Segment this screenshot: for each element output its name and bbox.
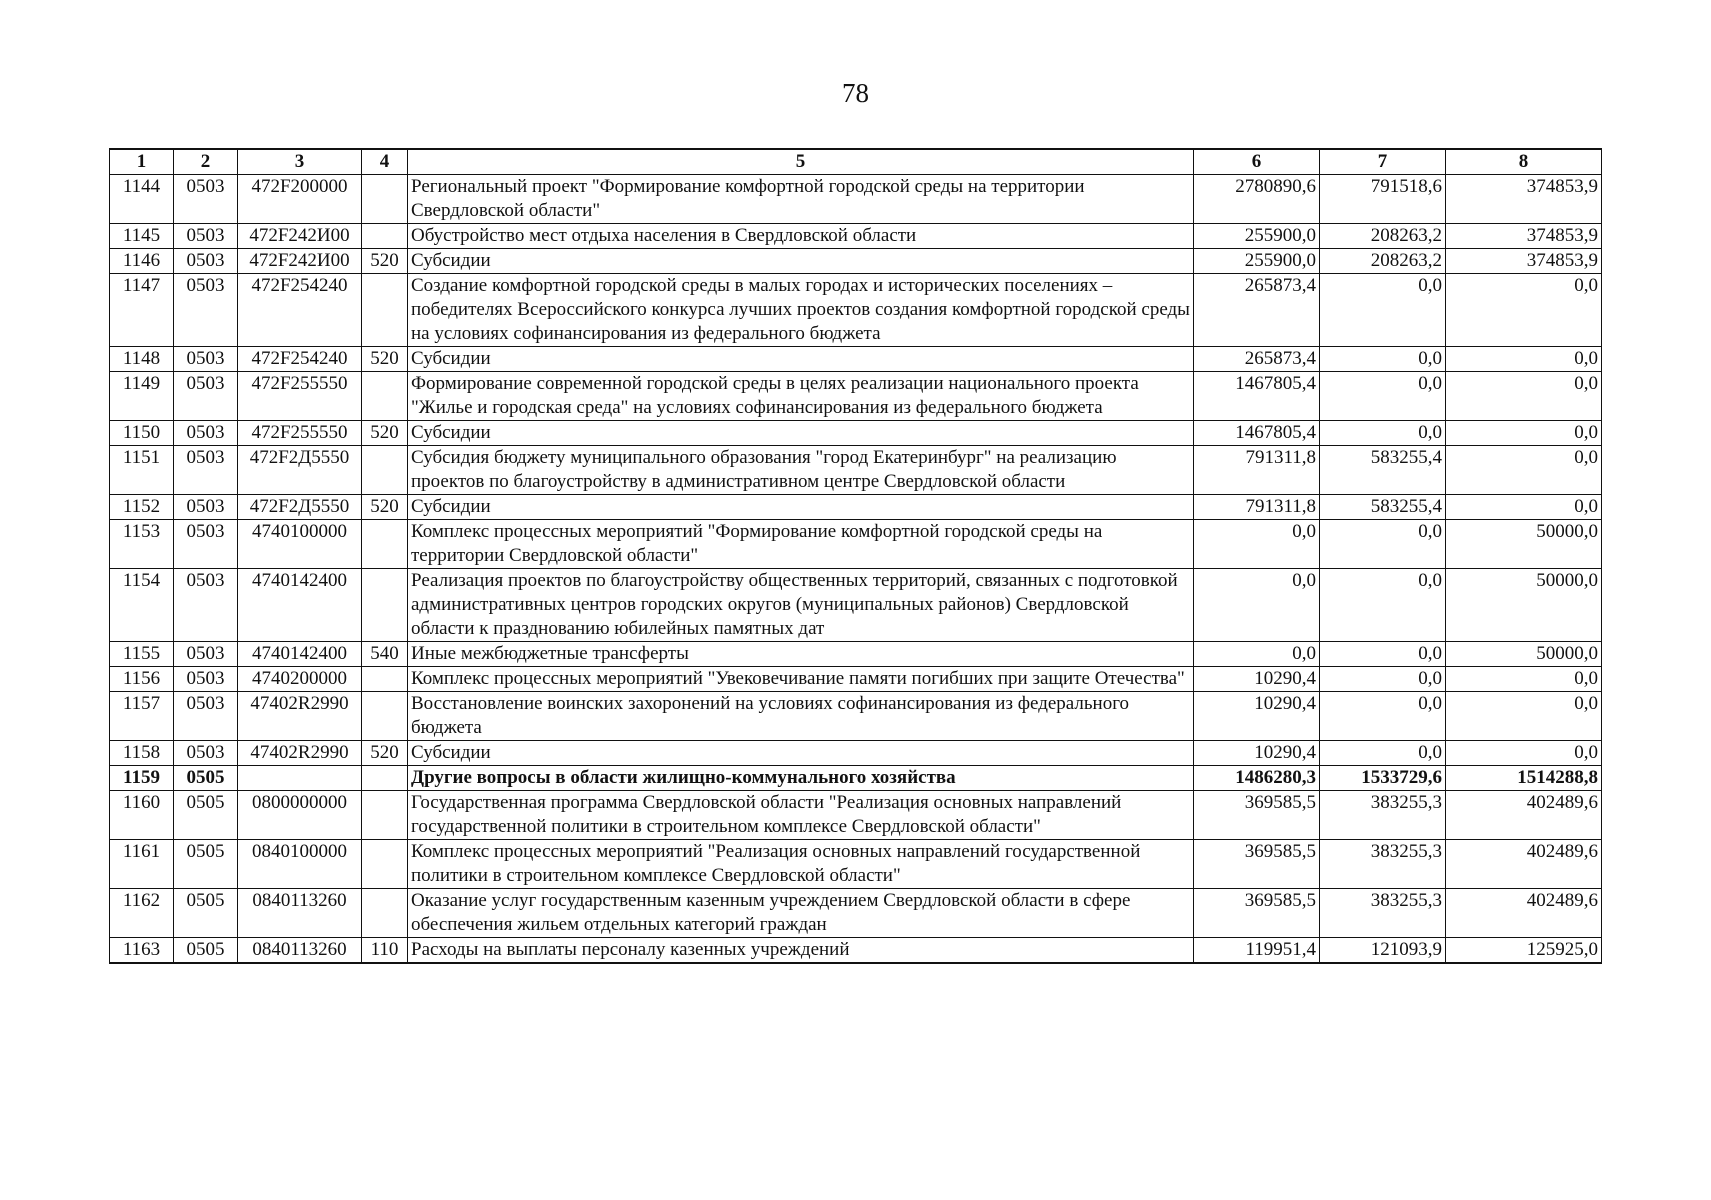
expense-type-code: 520: [362, 249, 408, 274]
table-row: [110, 889, 1602, 938]
section-code: 0503: [174, 741, 238, 766]
section-code: 0503: [174, 249, 238, 274]
target-article-code: 4740142400: [238, 642, 362, 667]
target-article-code: [238, 766, 362, 791]
target-article-code: 0840100000: [238, 840, 362, 889]
amount-col-7: 0,0: [1320, 520, 1446, 569]
row-number: 1163: [110, 938, 174, 964]
table-row: [110, 175, 1602, 224]
amount-col-6: 10290,4: [1194, 667, 1320, 692]
table-row: [110, 840, 1602, 889]
expense-type-code: [362, 766, 408, 791]
amount-col-8: 374853,9: [1446, 249, 1602, 274]
item-name: Комплекс процессных мероприятий "Увековечивание памяти погибших при защите Отечества": [408, 667, 1194, 692]
amount-col-7: 0,0: [1320, 642, 1446, 667]
expense-type-code: [362, 791, 408, 840]
item-name: Государственная программа Свердловской области "Реализация основных направлений государственной политики в строительном комплексе Свердловской области": [408, 791, 1194, 840]
amount-col-8: 0,0: [1446, 446, 1602, 495]
row-number: 1160: [110, 791, 174, 840]
row-number: 1158: [110, 741, 174, 766]
amount-col-6: 0,0: [1194, 520, 1320, 569]
expense-type-code: [362, 446, 408, 495]
item-name: Реализация проектов по благоустройству общественных территорий, связанных с подготовкой административных центров городских округов (муниципальных районов) Свердловской области к празднованию юбилейных памятных дат: [408, 569, 1194, 642]
target-article-code: 472F255550: [238, 372, 362, 421]
row-number: 1157: [110, 692, 174, 741]
header-col-5: 5: [408, 149, 1194, 175]
item-name: Субсидии: [408, 249, 1194, 274]
expense-type-code: [362, 569, 408, 642]
item-name: Субсидии: [408, 347, 1194, 372]
expense-type-code: 110: [362, 938, 408, 964]
amount-col-6: 255900,0: [1194, 249, 1320, 274]
target-article-code: 472F2Д5550: [238, 495, 362, 520]
section-code: 0503: [174, 495, 238, 520]
amount-col-8: 0,0: [1446, 741, 1602, 766]
amount-col-6: 265873,4: [1194, 347, 1320, 372]
amount-col-7: 121093,9: [1320, 938, 1446, 964]
target-article-code: 472F255550: [238, 421, 362, 446]
item-name: Другие вопросы в области жилищно-коммунального хозяйства: [408, 766, 1194, 791]
table-row: [110, 347, 1602, 372]
expense-type-code: [362, 692, 408, 741]
header-col-2: 2: [174, 149, 238, 175]
expense-type-code: [362, 889, 408, 938]
header-col-4: 4: [362, 149, 408, 175]
row-number: 1156: [110, 667, 174, 692]
amount-col-8: 402489,6: [1446, 840, 1602, 889]
row-number: 1155: [110, 642, 174, 667]
item-name: Комплекс процессных мероприятий "Реализация основных направлений государственной политики в строительном комплексе Свердловской области": [408, 840, 1194, 889]
amount-col-7: 0,0: [1320, 421, 1446, 446]
section-code: 0503: [174, 224, 238, 249]
amount-col-7: 1533729,6: [1320, 766, 1446, 791]
target-article-code: 4740142400: [238, 569, 362, 642]
section-code: 0503: [174, 446, 238, 495]
amount-col-6: 1467805,4: [1194, 421, 1320, 446]
amount-col-7: 0,0: [1320, 347, 1446, 372]
amount-col-8: 0,0: [1446, 347, 1602, 372]
item-name: Восстановление воинских захоронений на условиях софинансирования из федерального бюджета: [408, 692, 1194, 741]
target-article-code: 4740200000: [238, 667, 362, 692]
amount-col-6: 369585,5: [1194, 791, 1320, 840]
row-number: 1153: [110, 520, 174, 569]
table-row: [110, 938, 1602, 964]
amount-col-7: 383255,3: [1320, 791, 1446, 840]
row-number: 1148: [110, 347, 174, 372]
target-article-code: 472F242И00: [238, 249, 362, 274]
amount-col-6: 369585,5: [1194, 840, 1320, 889]
amount-col-8: 0,0: [1446, 274, 1602, 347]
section-code: 0503: [174, 667, 238, 692]
amount-col-6: 791311,8: [1194, 495, 1320, 520]
section-code: 0503: [174, 421, 238, 446]
item-name: Субсидии: [408, 741, 1194, 766]
table-row: [110, 569, 1602, 642]
target-article-code: 4740100000: [238, 520, 362, 569]
item-name: Создание комфортной городской среды в малых городах и исторических поселениях – победителях Всероссийского конкурса лучших проектов создания комфортной городской среды на условиях софинансирования из федерального бюджета: [408, 274, 1194, 347]
table-row: [110, 249, 1602, 274]
expense-type-code: [362, 520, 408, 569]
item-name: Расходы на выплаты персоналу казенных учреждений: [408, 938, 1194, 964]
row-number: 1145: [110, 224, 174, 249]
amount-col-8: 374853,9: [1446, 224, 1602, 249]
amount-col-6: 10290,4: [1194, 741, 1320, 766]
header-col-1: 1: [110, 149, 174, 175]
table-row: [110, 667, 1602, 692]
amount-col-8: 374853,9: [1446, 175, 1602, 224]
section-code: 0503: [174, 642, 238, 667]
table-row: [110, 741, 1602, 766]
amount-col-8: 50000,0: [1446, 520, 1602, 569]
amount-col-8: 50000,0: [1446, 642, 1602, 667]
table-row: [110, 642, 1602, 667]
target-article-code: 47402R2990: [238, 741, 362, 766]
expense-type-code: [362, 175, 408, 224]
table-row: [110, 224, 1602, 249]
target-article-code: 472F200000: [238, 175, 362, 224]
expense-type-code: 520: [362, 347, 408, 372]
table-row: [110, 421, 1602, 446]
amount-col-7: 791518,6: [1320, 175, 1446, 224]
target-article-code: 472F254240: [238, 347, 362, 372]
expense-type-code: [362, 840, 408, 889]
amount-col-6: 255900,0: [1194, 224, 1320, 249]
row-number: 1162: [110, 889, 174, 938]
amount-col-6: 119951,4: [1194, 938, 1320, 964]
row-number: 1152: [110, 495, 174, 520]
amount-col-7: 0,0: [1320, 667, 1446, 692]
row-number: 1149: [110, 372, 174, 421]
expense-type-code: [362, 224, 408, 249]
amount-col-7: 383255,3: [1320, 889, 1446, 938]
expense-type-code: [362, 372, 408, 421]
item-name: Формирование современной городской среды в целях реализации национального проекта "Жилье и городская среда" на условиях софинансирования из федерального бюджета: [408, 372, 1194, 421]
amount-col-8: 1514288,8: [1446, 766, 1602, 791]
section-code: 0503: [174, 372, 238, 421]
section-code: 0505: [174, 766, 238, 791]
header-row: [110, 149, 1602, 175]
item-name: Субсидии: [408, 495, 1194, 520]
amount-col-6: 369585,5: [1194, 889, 1320, 938]
table-row: [110, 692, 1602, 741]
target-article-code: 0840113260: [238, 938, 362, 964]
expense-type-code: 520: [362, 421, 408, 446]
amount-col-7: 0,0: [1320, 741, 1446, 766]
amount-col-8: 0,0: [1446, 692, 1602, 741]
amount-col-7: 208263,2: [1320, 249, 1446, 274]
row-number: 1154: [110, 569, 174, 642]
section-code: 0503: [174, 692, 238, 741]
item-name: Региональный проект "Формирование комфортной городской среды на территории Свердловской области": [408, 175, 1194, 224]
target-article-code: 472F2Д5550: [238, 446, 362, 495]
amount-col-8: 0,0: [1446, 372, 1602, 421]
expense-type-code: 520: [362, 741, 408, 766]
amount-col-8: 0,0: [1446, 495, 1602, 520]
section-code: 0505: [174, 791, 238, 840]
table-row: [110, 274, 1602, 347]
row-number: 1150: [110, 421, 174, 446]
amount-col-7: 208263,2: [1320, 224, 1446, 249]
amount-col-7: 0,0: [1320, 569, 1446, 642]
section-code: 0505: [174, 889, 238, 938]
row-number: 1146: [110, 249, 174, 274]
row-number: 1144: [110, 175, 174, 224]
item-name: Обустройство мест отдыха населения в Свердловской области: [408, 224, 1194, 249]
target-article-code: 0840113260: [238, 889, 362, 938]
table-row: [110, 495, 1602, 520]
amount-col-8: 50000,0: [1446, 569, 1602, 642]
amount-col-7: 583255,4: [1320, 446, 1446, 495]
section-code: 0503: [174, 175, 238, 224]
expense-type-code: [362, 274, 408, 347]
page-number: 78: [842, 78, 869, 108]
row-number: 1159: [110, 766, 174, 791]
row-number: 1161: [110, 840, 174, 889]
amount-col-8: 0,0: [1446, 421, 1602, 446]
target-article-code: 472F242И00: [238, 224, 362, 249]
item-name: Иные межбюджетные трансферты: [408, 642, 1194, 667]
amount-col-6: 1467805,4: [1194, 372, 1320, 421]
amount-col-7: 383255,3: [1320, 840, 1446, 889]
header-col-7: 7: [1320, 149, 1446, 175]
table-row: [110, 520, 1602, 569]
amount-col-6: 791311,8: [1194, 446, 1320, 495]
header-col-6: 6: [1194, 149, 1320, 175]
amount-col-7: 0,0: [1320, 692, 1446, 741]
table-row: [110, 766, 1602, 791]
target-article-code: 47402R2990: [238, 692, 362, 741]
target-article-code: 0800000000: [238, 791, 362, 840]
amount-col-6: 1486280,3: [1194, 766, 1320, 791]
section-code: 0503: [174, 569, 238, 642]
budget-table: [109, 148, 1602, 964]
section-code: 0505: [174, 840, 238, 889]
header-col-8: 8: [1446, 149, 1602, 175]
amount-col-8: 125925,0: [1446, 938, 1602, 964]
table-row: [110, 791, 1602, 840]
amount-col-6: 0,0: [1194, 569, 1320, 642]
amount-col-8: 402489,6: [1446, 889, 1602, 938]
amount-col-6: 10290,4: [1194, 692, 1320, 741]
item-name: Комплекс процессных мероприятий "Формирование комфортной городской среды на территории Свердловской области": [408, 520, 1194, 569]
amount-col-8: 0,0: [1446, 667, 1602, 692]
row-number: 1147: [110, 274, 174, 347]
header-col-3: 3: [238, 149, 362, 175]
expense-type-code: 520: [362, 495, 408, 520]
target-article-code: 472F254240: [238, 274, 362, 347]
amount-col-7: 0,0: [1320, 372, 1446, 421]
item-name: Субсидия бюджету муниципального образования "город Екатеринбург" на реализацию проектов по благоустройству в административном центре Свердловской области: [408, 446, 1194, 495]
amount-col-6: 265873,4: [1194, 274, 1320, 347]
section-code: 0505: [174, 938, 238, 964]
section-code: 0503: [174, 520, 238, 569]
table-body: [110, 175, 1602, 964]
expense-type-code: [362, 667, 408, 692]
table-row: [110, 446, 1602, 495]
amount-col-7: 583255,4: [1320, 495, 1446, 520]
table-row: [110, 372, 1602, 421]
amount-col-6: 0,0: [1194, 642, 1320, 667]
amount-col-6: 2780890,6: [1194, 175, 1320, 224]
amount-col-8: 402489,6: [1446, 791, 1602, 840]
item-name: Субсидии: [408, 421, 1194, 446]
section-code: 0503: [174, 274, 238, 347]
section-code: 0503: [174, 347, 238, 372]
amount-col-7: 0,0: [1320, 274, 1446, 347]
item-name: Оказание услуг государственным казенным учреждением Свердловской области в сфере обеспечения жильем отдельных категорий граждан: [408, 889, 1194, 938]
expense-type-code: 540: [362, 642, 408, 667]
table-header: [110, 149, 1602, 175]
row-number: 1151: [110, 446, 174, 495]
